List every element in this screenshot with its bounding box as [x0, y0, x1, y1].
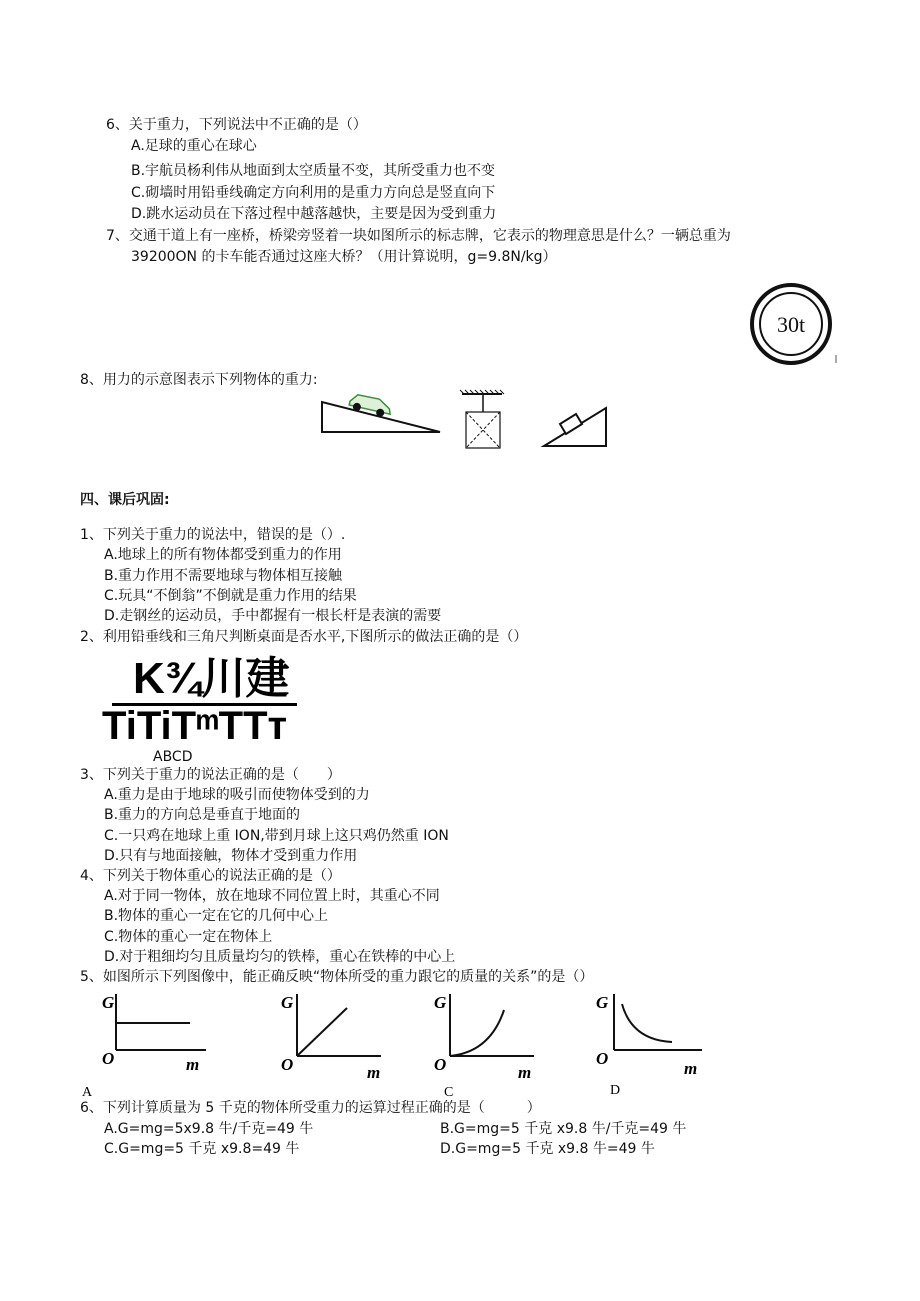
p4-stem: 4、下列关于物体重心的说法正确的是（） — [80, 868, 341, 884]
p2-figure-bottom: TiTiTᵐTTт — [102, 704, 288, 748]
p4-option-c: C.物体的重心一定在物体上 — [104, 929, 273, 945]
p1-option-b: B.重力作用不需要地球与物体相互接触 — [104, 568, 343, 584]
q6-option-c: C.砌墙时用铅垂线确定方向利用的是重力方向总是竖直向下 — [131, 185, 496, 201]
p3-option-d: D.只有与地面接触，物体才受到重力作用 — [104, 848, 358, 864]
q6-option-b: B.宇航员杨利伟从地面到太空质量不变，其所受重力也不变 — [131, 163, 496, 179]
graph-a — [80, 990, 210, 1100]
p4-option-d: D.对于粗细均匀且质量均匀的铁棒，重心在铁棒的中心上 — [104, 949, 456, 965]
graph-d-origin: O — [596, 1049, 609, 1068]
p3-option-b: B.重力的方向总是垂直于地面的 — [104, 807, 301, 823]
graph-a-origin: O — [102, 1049, 115, 1068]
graph-b-origin: O — [281, 1055, 294, 1074]
graph-b-x-label: m — [367, 1063, 381, 1082]
p1-option-c: C.玩具“不倒翁”不倒就是重力作用的结果 — [104, 588, 357, 604]
q7-line1: 7、交通干道上有一座桥，桥梁旁竖着一块如图所示的标志牌，它表示的物理意思是什么？一辆总重为 — [106, 228, 731, 244]
hanging-box-figure — [458, 390, 508, 452]
graph-b-y-label: G — [281, 993, 294, 1012]
graph-c-letter: C — [444, 1085, 454, 1100]
section-title: 四、课后巩固: — [80, 492, 170, 508]
q7-line2: 39200ON 的卡车能否通过这座大桥？（用计算说明，g=9.8N∕kg） — [131, 249, 557, 265]
graph-a-y-label: G — [102, 993, 115, 1012]
q8-stem: 8、用力的示意图表示下列物体的重力: — [80, 372, 318, 388]
p6-option-d: D.G=mg=5 千克 x9.8 牛=49 牛 — [440, 1141, 655, 1157]
graph-a-x-label: m — [186, 1055, 200, 1074]
p6-stem: 6、下列计算质量为 5 千克的物体所受重力的运算过程正确的是（ ） — [80, 1100, 541, 1116]
q6-stem: 6、关于重力，下列说法中不正确的是（） — [106, 117, 367, 133]
graph-d — [592, 990, 707, 1100]
p6-option-a: A.G=mg=5x9.8 牛/千克=49 牛 — [104, 1121, 314, 1137]
p3-option-c: C.一只鸡在地球上重 ION,带到月球上这只鸡仍然重 ION — [104, 828, 449, 844]
p5-stem: 5、如图所示下列图像中，能正确反映“物体所受的重力跟它的质量的关系”的是（） — [80, 969, 594, 985]
graph-d-x-label: m — [684, 1059, 698, 1078]
p4-option-b: B.物体的重心一定在它的几何中心上 — [104, 908, 329, 924]
car-on-incline-figure — [320, 392, 445, 436]
p2-figure-labels: ABCD — [153, 749, 193, 765]
graph-c — [428, 990, 538, 1100]
p6-option-c: C.G=mg=5 千克 x9.8=49 牛 — [104, 1141, 300, 1157]
p6-option-b: B.G=mg=5 千克 x9.8 牛/千克=49 牛 — [440, 1121, 687, 1137]
p1-option-d: D.走钢丝的运动员，手中都握有一根长杆是表演的需要 — [104, 608, 442, 624]
graph-c-origin: O — [434, 1055, 447, 1074]
graph-b — [275, 990, 385, 1100]
block-on-incline-figure — [540, 404, 610, 448]
sign-text: 30t — [776, 312, 806, 337]
p4-option-a: A.对于同一物体，放在地球不同位置上时，其重心不同 — [104, 888, 440, 904]
p2-figure-top: K¾川建 — [133, 654, 290, 703]
p1-option-a: A.地球上的所有物体都受到重力的作用 — [104, 547, 342, 563]
p2-stem: 2、利用铅垂线和三角尺判断桌面是否水平,下图所示的做法正确的是（） — [80, 629, 528, 645]
graph-a-letter: A — [82, 1085, 93, 1100]
q6-option-d: D.跳水运动员在下落过程中越落越快，主要是因为受到重力 — [131, 206, 497, 222]
p1-stem: 1、下列关于重力的说法中，错误的是（）. — [80, 527, 346, 543]
p3-stem: 3、下列关于重力的说法正确的是（ ） — [80, 767, 341, 783]
graph-c-x-label: m — [518, 1063, 532, 1082]
q6-option-a: A.足球的重心在球心 — [131, 138, 257, 154]
graph-d-y-label: G — [596, 993, 609, 1012]
p3-option-a: A.重力是由于地球的吸引而使物体受到的力 — [104, 787, 370, 803]
load-limit-sign — [748, 283, 840, 365]
graph-d-letter: D — [610, 1083, 621, 1098]
graph-c-y-label: G — [434, 993, 447, 1012]
